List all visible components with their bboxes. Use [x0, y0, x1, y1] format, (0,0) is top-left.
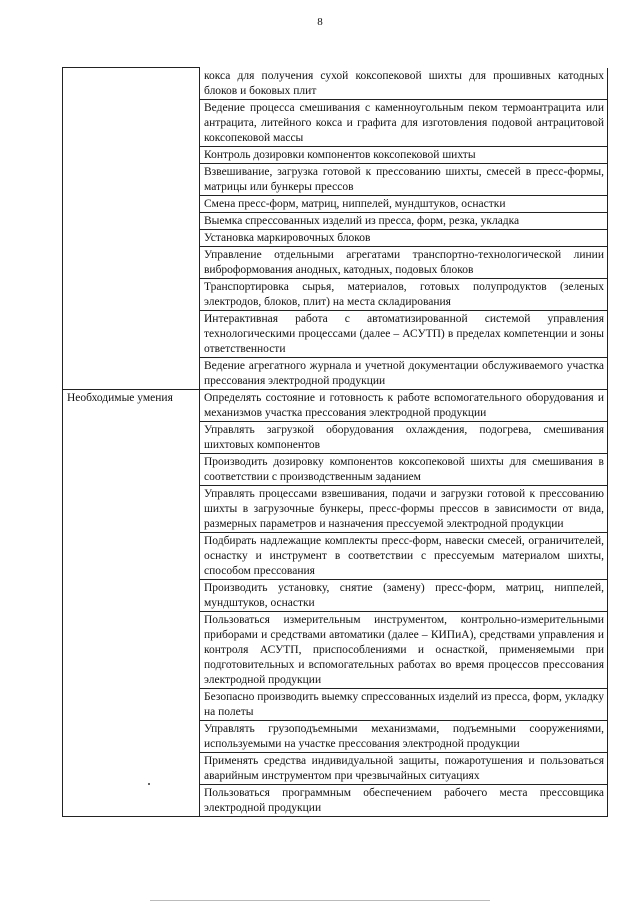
section-item: Подбирать надлежащие комплекты пресс-форм, навески смесей, ограничителей, оснастку и инструмент в соответствии с прессуемым материалом шихты, способом прессования — [200, 532, 608, 579]
scan-edge-line — [150, 900, 490, 901]
section-item: Пользоваться программным обеспечением рабочего места прессовщика электродной продукции — [200, 784, 608, 816]
section-item: Управлять грузоподъемными механизмами, подъемными сооружениями, используемыми на участке прессования электродной продукции — [200, 720, 608, 752]
section-item: Определять состояние и готовность к работе вспомогательного оборудования и механизмов участка прессования электродной продукции — [200, 389, 608, 421]
section-item: Взвешивание, загрузка готовой к прессованию шихты, смесей в пресс-формы, матрицы или бункеры прессов — [200, 163, 608, 195]
section-item: Выемка спрессованных изделий из пресса, форм, резка, укладка — [200, 212, 608, 229]
section-item: Управлять процессами взвешивания, подачи и загрузки готовой к прессованию шихты в загрузочные бункеры, пресс-формы прессов в зависимости от вида, размерных параметров и назначения прессуемой электродной продукции — [200, 485, 608, 532]
section-item: Пользоваться измерительным инструментом, контрольно-измерительными приборами и средствами автоматики (далее – КИПиА), средствами управления и контроля АСУТП, приспособлениями и оснасткой, применяемыми при подготовительных и вспомогательных работах во время процессов прессования электродной продукции — [200, 611, 608, 688]
section-item: Безопасно производить выемку спрессованных изделий из пресса, форм, укладку на полеты — [200, 688, 608, 720]
section-item: Применять средства индивидуальной защиты, пожаротушения и пользоваться аварийным инструментом при чрезвычайных ситуациях — [200, 752, 608, 784]
section-item: Ведение процесса смешивания с каменноугольным пеком термоантрацита или антрацита, литейного кокса и графита для изготовления подовой антрацитовой коксопековой массы — [200, 99, 608, 146]
section-item: Производить установку, снятие (замену) пресс-форм, матриц, ниппелей, мундштуков, оснастки — [200, 579, 608, 611]
section-item: Управление отдельными агрегатами транспортно-технологической линии виброформования анодных, катодных, подовых блоков — [200, 246, 608, 278]
page-number: 8 — [317, 16, 323, 28]
competency-table — [62, 67, 608, 817]
section-item: Установка маркировочных блоков — [200, 229, 608, 246]
section-label: Необходимые умения — [63, 389, 200, 816]
section-item: кокса для получения сухой коксопековой шихты для прошивных катодных блоков и боковых плит — [200, 68, 608, 100]
section-item: Контроль дозировки компонентов коксопековой шихты — [200, 146, 608, 163]
section-item: Производить дозировку компонентов коксопековой шихты для смешивания в соответствии с производственным заданием — [200, 453, 608, 485]
section-item: Транспортировка сырья, материалов, готовых полупродуктов (зеленых электродов, блоков, плит) на места складирования — [200, 278, 608, 310]
section-item: Управлять загрузкой оборудования охлаждения, подогрева, смешивания шихтовых компонентов — [200, 421, 608, 453]
section-item: Ведение агрегатного журнала и учетной документации обслуживаемого участка прессования электродной продукции — [200, 357, 608, 389]
section-item: Интерактивная работа с автоматизированной системой управления технологическими процессами (далее – АСУТП) в пределах компетенции и зоны ответственности — [200, 310, 608, 357]
table-row — [63, 68, 608, 100]
scan-speck — [148, 783, 150, 785]
section-item: Смена пресс-форм, матриц, ниппелей, мундштуков, оснастки — [200, 195, 608, 212]
section-label — [63, 68, 200, 390]
table-row — [63, 389, 608, 421]
competency-table-body — [63, 68, 608, 817]
